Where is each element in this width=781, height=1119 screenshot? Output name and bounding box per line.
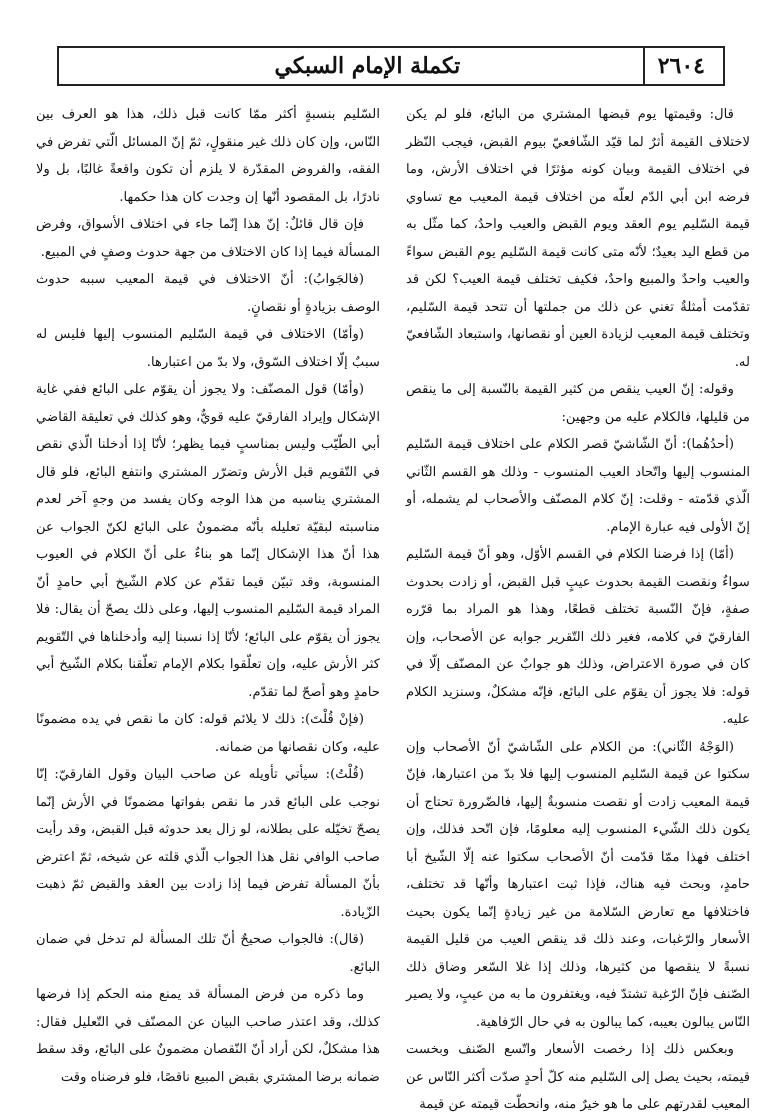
page-number: ٢٦٠٤ bbox=[657, 53, 705, 79]
paragraph: فإن قال قائلٌ: إنّ هذا إنّما جاء في اختلاف الأسواق، وفرض المسألة فيما إذا كان الاختلاف من جهة حدوث وصفٍ في المبيع. bbox=[36, 217, 380, 260]
running-title: تكملة الإمام السبكي bbox=[274, 53, 461, 79]
paragraph: قال: وقيمتها يوم قبضها المشتري من البائع، فلو لم يكن لاختلاف القيمة أثرٌ لما قيّد الشّافعيّ بيوم القبض، فيجب النّظر في اختلاف القيمة وبيان كونه مؤثرًا في اختلاف الأرش، وما فرضه ابن أبي الدّم لعلّه من اختلاف قيمة المعيب مع تساوي قيمة السّليم يوم العقد ويوم القبض والعيب واحدٌ، كما مثّل به من قطع اليد بعيدٌ؛ لأنّه متى كانت قيمة السّليم يوم القبض سواءً والعيب واحدٌ والمبيع واحدٌ، فكيف تختلف قيمة العيب؟ لكن قد تقدّمت أمثلةٌ تغني عن ذلك من جملتها أن تتحد قيمة السّليم، وتختلف قيمة المعيب لزيادة العين أو نقصانها، واستبعاد الشّافعيّ له. bbox=[406, 107, 750, 370]
text-columns bbox=[36, 101, 750, 1112]
paragraph: (أحدُهُما): أنّ الشّاشيّ قصر الكلام على اختلاف قيمة السّليم المنسوب إليها واتّحاد العيب المنسوب - وذلك هو القسم الثّاني الّذي قدّمته - وقلت: إنّ كلام المصنّف والأصحاب لم يشمله، أو إنّ الأولى فيه عبارة الإمام. bbox=[406, 437, 750, 535]
paragraph: (قُلْتُ): سيأتي تأويله عن صاحب البيان وقول الفارقيّ: إنّا نوجب على البائع قدر ما نقص بفواتها مضمونًا في الأرش إنّما يصحّ تخيّله على بطلانه، لو زال بعد حدوثه قبل القبض، وقد رأيت صاحب الوافي نقل هذا الجواب الّذي قلته عن شيخه، ثمّ اعترض بأنّ المسألة تفرض فيما إذا زادت بين العقد والقبض ثمّ ذهبت الزّيادة. bbox=[36, 767, 380, 920]
paragraph: وما ذكره من فرض المسألة قد يمنع منه الحكم إذا فرضها كذلك، وقد اعتذر صاحب البيان عن المصنّف في التّعليل فقال: هذا مشكلٌ، لكن أراد أنّ النّقصان مضمونٌ على البائع، وقد سقط ضمانه برضا المشتري بقبض المبيع ناقصًا، فلو فرضناه وقت bbox=[36, 987, 380, 1085]
header-divider bbox=[643, 48, 645, 84]
paragraph: (وأمّا) قول المصنّف: ولا يجوز أن يقوّم على البائع ففي غاية الإشكال وإيراد الفارقيّ عليه قويٌّ، وهو كذلك في تعليقة القاضي أبي الطّيّب وليس بمناسبٍ فيما يظهر؛ لأنّا إذا أدخلنا الّذي نقص في التّقويم قبل الأرش وتضرّر المشتري وانتفع البائع، فلو قال المشتري يناسبه من هذا الوجه وكان يفسد من وجهٍ آخر لعدم مناسبته لبقيّة تعليله بأنّه مضمونٌ على البائع لكنّ الجواب عن هذا أنّ هذا الإشكال إنّما هو بناءٌ على أنّ الكلام في العيوب المنسوبة، وقد تبيّن فيما تقدّم عن كلام الشّيخ أبي حامدٍ أنّ المراد قيمة السّليم المنسوب إليها، وعلى ذلك يصحّ أن يقال: فلا يجوز أن يقوّم على البائع؛ لأنّا إذا نسبنا إليه وأدخلناها في التّقويم كثر الأرش عليه، وإن تعلّقوا بكلام الإمام تعلّقنا بكلام الشّيخ أبي حامدٍ وهو أصحّ لما تقدّم. bbox=[36, 382, 380, 700]
left-column bbox=[36, 101, 380, 1091]
paragraph: (قال): فالجواب صحيحٌ أنّ تلك المسألة لم تدخل في ضمان البائع. bbox=[36, 932, 380, 975]
paragraph: وقوله: إنّ العيب ينقص من كثير القيمة بالنّسبة إلى ما ينقص من قليلها، فالكلام عليه من وجهين: bbox=[406, 382, 750, 425]
paragraph: السّليم بنسبةٍ أكثر ممّا كانت قبل ذلك، هذا هو العرف بين النّاس، وإن كان ذلك غير منقولٍ، ثمّ إنّ المسائل الّتي تفرض في الفقه، والفروض المقدّرة لا يلزم أن تكون واقعةً غالبًا، بل ولا نادرًا، بل المقصود أنّها إن وجدت كان هذا حكمها. bbox=[36, 107, 380, 205]
paragraph: (وأمّا) الاختلاف في قيمة السّليم المنسوب إليها فليس له سببٌ إلّا اختلاف السّوق، ولا بدّ من اعتبارها. bbox=[36, 327, 380, 370]
paragraph: وبعكس ذلك إذا رخصت الأسعار واتّسع الصّنف وبخست قيمته، بحيث يصل إلى السّليم منه كلّ أحدٍ صدّت أكثر النّاس عن المعيب لقدرتهم على ما هو خيرٌ منه، وانحطّت قيمته عن قيمة bbox=[406, 1042, 750, 1112]
paragraph: (فالجَوابُ): أنّ الاختلاف في قيمة المعيب سببه حدوث الوصف بزيادةٍ أو نقصانٍ. bbox=[36, 272, 380, 315]
right-column bbox=[406, 101, 750, 1112]
paragraph: (أمّا) إذا فرضنا الكلام في القسم الأوّل، وهو أنّ قيمة السّليم سواءٌ ونقصت القيمة بحدوث عيبٍ قبل القبض، أو زادت بحدوث صفةٍ، فإنّ النّسبة تختلف قطعًا، وهذا هو المراد بما قرّره الفارقيّ في كلامه، فغير ذلك التّقرير جوابه عن الأصحاب، وإن كان في صورة الاعتراض، وذلك هو جوابٌ عن المصنّف إلّا في قوله: فلا يجوز أن يقوّم على البائع، فإنّه مشكلٌ، وسنزيد الكلام عليه. bbox=[406, 547, 750, 727]
page-header bbox=[57, 46, 725, 86]
paragraph: (الوَجْهُ الثّاني): من الكلام على الشّاشيّ أنّ الأصحاب وإن سكتوا عن قيمة السّليم المنسوب إليها فلا بدّ من اعتبارها، فإنّ قيمة المعيب زادت أو نقصت منسوبةٌ إليها، فالضّرورة تحتاج أن يكون ذلك الشّيء المنسوب إليه معلومًا، فإن اتّحد فذلك، وإن اختلف فهذا ممّا قدّمت أنّ الأصحاب سكتوا عنه إلّا الشّيخ أبا حامدٍ، وبحث فيه هناك، فإذا ثبت اعتبارها وأنّها قد تختلف، فاختلافها مع تعارض السّلامة من غير زيادةٍ إنّما يكون بحيث الأسعار والرّغبات، وعند ذلك قد ينقص العيب من قليل القيمة نسبةً لا ينقصها من كثيرها، وذلك إذا غلا السّعر وضاق ذلك الصّنف فإنّ الرّغبة تشتدّ فيه، ويغتفرون ما به من عيبٍ، ولا يصير النّاس يبالون بعيبه، كما يبالون به في حال الرّفاهية. bbox=[406, 739, 750, 1030]
paragraph: (فإنْ قُلْتَ): ذلك لا يلائم قوله: كان ما نقص في يده مضمونًا عليه، وكان نقصانها من ضمانه. bbox=[36, 712, 380, 755]
